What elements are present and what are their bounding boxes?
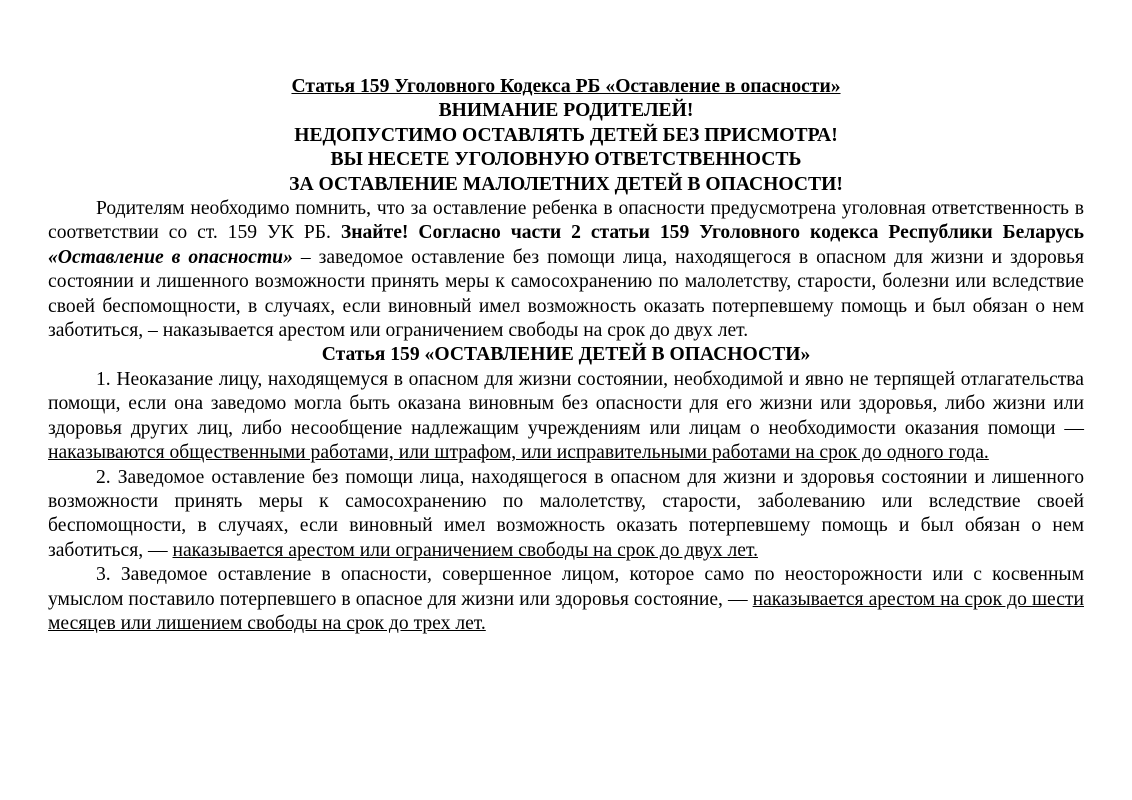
article-part-3 — [48, 563, 1084, 636]
document-page — [48, 75, 1084, 636]
warning-heading-liability: ВЫ НЕСЕТЕ УГОЛОВНУЮ ОТВЕТСТВЕННОСТЬ — [330, 149, 802, 171]
intro-paragraph — [48, 197, 1084, 343]
part-1-penalty: наказываются общественными работами, или штрафом, или исправительными работами на срок до одного года. — [48, 442, 989, 464]
part-2-text: 2. Заведомое оставление без помощи лица, находящегося в опасном для жизни и здоровья состоянии и лишенного возможности принять меры к самосохранению по малолетству, старости, заболеванию или вследствие своей беспомощности, в случаях, если виновный имел возможность оказать потерпевшему помощь и был обязан о нем заботиться, — — [48, 466, 1084, 561]
part-1-text: 1. Неоказание лицу, находящемуся в опасном для жизни состоянии, необходимой и явно не терпящей отлагательства помощи, если она заведомо могла быть оказана виновным без опасности для его жизни или здоровья, либо жизни или здоровья других лиц, либо несообщение надлежащим учреждениям или лицам о необходимости оказания помощи — — [48, 368, 1084, 439]
warning-heading-supervision: НЕДОПУСТИМО ОСТАВЛЯТЬ ДЕТЕЙ БЕЗ ПРИСМОТРА! — [294, 124, 838, 146]
part-3-text: 3. Заведомое оставление в опасности, совершенное лицом, которое само по неосторожности или с косвенным умыслом поставило потерпевшего в опасное для жизни или здоровья состояние, — — [48, 564, 1084, 610]
intro-article-name: «Оставление в опасности» — [48, 246, 293, 268]
warning-heading-parents: ВНИМАНИЕ РОДИТЕЛЕЙ! — [438, 100, 694, 122]
intro-rest-text: – заведомое оставление без помощи лица, находящегося в опасном для жизни и здоровья состоянии и лишенного возможности принять меры к самосохранению по малолетству, старости, болезни или вследствие своей беспомощности, в случаях, если виновный имел возможность оказать потерпевшему помощь и был обязан о нем заботиться, – наказывается арестом или ограничением свободы на срок до двух лет. — [48, 246, 1084, 342]
intro-bold-text: Знайте! Согласно части 2 статьи 159 Уголовного кодекса Республики Беларусь — [340, 222, 1084, 244]
part-2-penalty: наказывается арестом или ограничением свободы на срок до двух лет. — [172, 539, 758, 561]
article-part-2 — [48, 466, 1084, 564]
part-3-penalty: наказывается арестом на срок до шести месяцев или лишением свободы на срок до трех лет. — [48, 588, 1084, 634]
warning-heading-danger: ЗА ОСТАВЛЕНИЕ МАЛОЛЕТНИХ ДЕТЕЙ В ОПАСНОСТИ! — [289, 173, 843, 195]
intro-plain-text: Родителям необходимо помнить, что за оставление ребенка в опасности предусмотрена уголовная ответственность в соответствии со ст. 159 УК РБ. — [48, 198, 1084, 244]
article-part-1 — [48, 368, 1084, 466]
document-title: Статья 159 Уголовного Кодекса РБ «Оставление в опасности» — [291, 76, 841, 97]
article-heading: Статья 159 «ОСТАВЛЕНИЕ ДЕТЕЙ В ОПАСНОСТИ» — [321, 344, 811, 366]
